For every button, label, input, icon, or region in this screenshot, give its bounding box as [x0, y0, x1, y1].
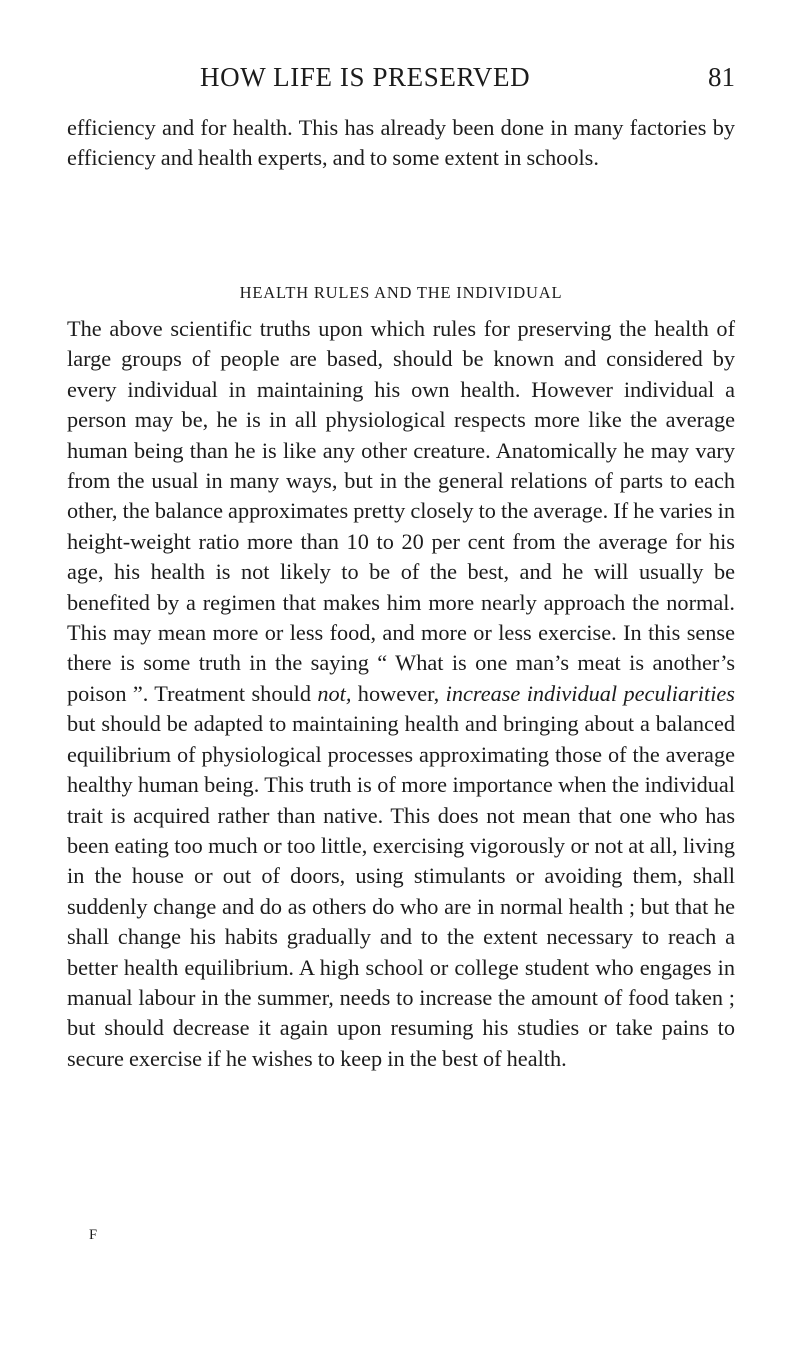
section-body: [67, 314, 735, 1074]
emphasis-not: not,: [317, 680, 352, 706]
opening-paragraph: efficiency and for health. This has already been done in many factories by efficiency and health experts, and to some extent in schools.: [67, 115, 735, 171]
page-number: 81: [708, 62, 735, 92]
body-text-part1: The above scientific truths upon which rules for preserving the health of large groups of people are based, should be known and considered by every individual in maintaining his own health. However individual a person may be, he is in all physiological respects more like the average human being than he is like any other creature. Anatomically he may vary from the usual in many ways, but in the general relations of parts to each other, the balance approximates pretty closely to the average. If he varies in height-weight ratio more than 10 to 20 per cent from the average for his age, his health is not likely to be of the best, and he will usually be benefited by a regimen that makes him more nearly approach the normal. This may mean more or less food, and more or less exercise. In this sense there is some truth in the saying “ What is one man’s meat is another’s poison ”. Treatment should: [67, 316, 735, 706]
body-text-part2: however,: [351, 680, 446, 706]
body-text-part3: but should be adapted to maintaining health and bringing about a balanced equilibrium of physiological processes approximating those of the average healthy human being. This truth is of more importance when the individual trait is acquired rather than native. This does not mean that one who has been eating too much or too little, exercising vigorously or not at all, living in the house or out of doors, using stimulants or avoiding them, shall suddenly change and do as others do who are in normal health ; but that he shall change his habits gradually and to the extent necessary to reach a better health equilibrium. A high school or college student who engages in manual labour in the summer, needs to increase the amount of food taken ; but should decrease it again upon resuming his studies or take pains to secure exercise if he wishes to keep in the best of health.: [67, 711, 735, 1071]
body-paragraph: [67, 314, 735, 1074]
running-head: [200, 62, 735, 96]
running-title: HOW LIFE IS PRESERVED: [200, 62, 531, 92]
section-heading: HEALTH RULES AND THE INDIVIDUAL: [239, 283, 563, 302]
signature-mark: F: [89, 1227, 98, 1243]
emphasis-increase: increase individual peculiarities: [445, 680, 735, 706]
opening-paragraph-block: [67, 113, 735, 174]
